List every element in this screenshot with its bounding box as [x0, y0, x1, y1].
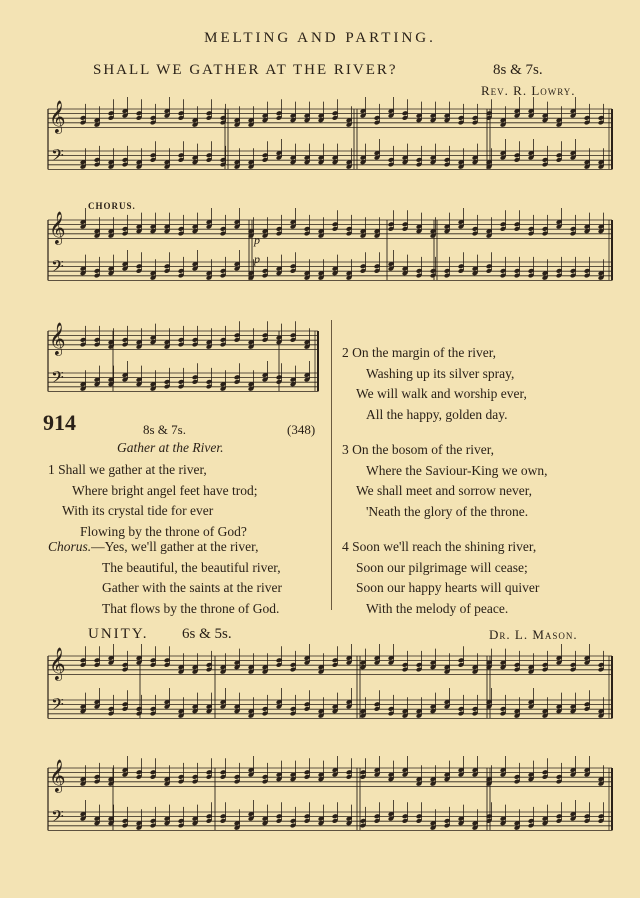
hymn-meter: 8s & 7s. — [143, 422, 186, 437]
verse-line: With its crystal tide for ever — [62, 503, 214, 519]
verse-2 — [342, 343, 527, 425]
treble-clef-icon: 𝄞 — [49, 759, 66, 792]
tune-title: SHALL WE GATHER AT THE RIVER? — [93, 62, 398, 78]
bass-clef-icon: 𝄢 — [51, 256, 64, 280]
verse-line: Where the Saviour-King we own, — [366, 462, 548, 478]
treble-clef-icon: 𝄞 — [49, 647, 66, 680]
verse-1 — [48, 460, 258, 542]
verse-line: Soon our pilgrimage will cease; — [356, 559, 528, 575]
verse-line: Gather with the saints at the river — [102, 580, 282, 596]
verse-line: We will walk and worship ever, — [356, 386, 527, 402]
bass-clef-icon: 𝄢 — [51, 694, 64, 718]
verse-line: —Yes, we'll gather at the river, — [91, 539, 259, 554]
verse-line: 4 Soon we'll reach the shining river, — [342, 539, 537, 554]
dynamic-mark: p — [254, 252, 260, 266]
column-divider — [331, 320, 332, 610]
verse-line: Flowing by the throne of God? — [80, 523, 247, 539]
treble-clef-icon: 𝄞 — [49, 211, 66, 244]
bass-clef-icon: 𝄢 — [51, 367, 64, 391]
verse-line: Washing up its silver spray, — [366, 365, 515, 381]
chorus-text — [48, 537, 282, 619]
hymn-subtitle: Gather at the River. — [117, 440, 224, 455]
tune-meter: 8s & 7s. — [493, 62, 543, 78]
verse-line: Where bright angel feet have trod; — [72, 482, 258, 498]
dynamic-mark: p — [254, 233, 260, 247]
hymn-reference: (348) — [287, 422, 316, 437]
verse-line: All the happy, golden day. — [366, 406, 508, 422]
running-header: MELTING AND PARTING. — [204, 30, 436, 46]
verse-line: With the melody of peace. — [366, 600, 509, 616]
bass-clef-icon: 𝄢 — [51, 145, 64, 169]
verse-line: 2 On the margin of the river, — [342, 345, 497, 360]
bass-clef-icon: 𝄢 — [51, 806, 64, 830]
verse-line: The beautiful, the beautiful river, — [102, 559, 281, 575]
verse-line: We shall meet and sorrow never, — [356, 483, 533, 499]
chorus-label: CHORUS. — [88, 201, 136, 211]
verse-line: That flows by the throne of God. — [102, 600, 280, 616]
tune-title: UNITY. — [88, 626, 149, 642]
composer: Rev. R. Lowry. — [481, 83, 576, 98]
chorus-label: Chorus. — [48, 539, 92, 554]
verse-line: 3 On the bosom of the river, — [342, 442, 495, 457]
verse-line: 'Neath the glory of the throne. — [366, 503, 529, 519]
verse-4 — [342, 537, 539, 619]
hymn-number: 914 — [43, 410, 76, 435]
verse-line: Soon our happy hearts will quiver — [356, 580, 540, 596]
verse-line: 1 Shall we gather at the river, — [48, 462, 207, 477]
verse-3 — [342, 440, 548, 522]
treble-clef-icon: 𝄞 — [49, 322, 66, 355]
composer: Dr. L. Mason. — [489, 627, 578, 642]
treble-clef-icon: 𝄞 — [49, 100, 66, 133]
tune-meter: 6s & 5s. — [182, 626, 232, 642]
